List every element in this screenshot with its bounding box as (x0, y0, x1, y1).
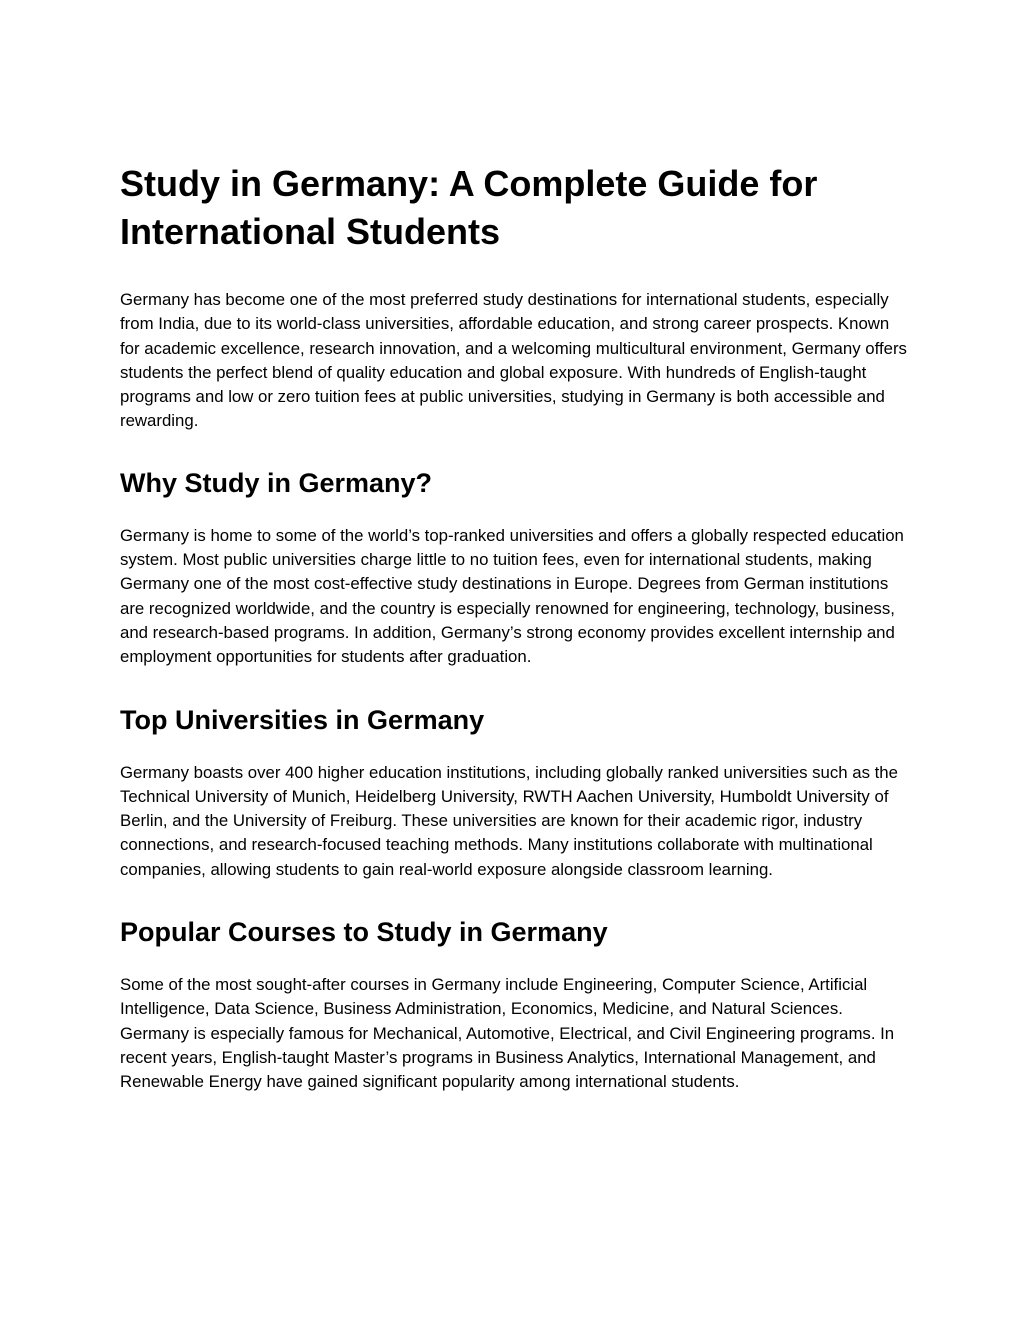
intro-section (120, 288, 910, 434)
popular-courses-heading: Popular Courses to Study in Germany (120, 917, 608, 948)
popular-courses-section (120, 915, 910, 1094)
why-study-section (120, 466, 910, 670)
why-study-paragraph: Germany is home to some of the world’s top-ranked universities and offers a globally respected education system. Most public universities charge little to no tuition fees, even for international students, making Germany one of the most cost-effective study destinations in Europe. Degrees from German institutions are recognized worldwide, and the country is especially renowned for engineering, technology, business, and research-based programs. In addition, Germany’s strong economy provides excellent internship and employment opportunities for students after graduation. (120, 525, 904, 667)
document-title: Study in Germany: A Complete Guide for International Students (120, 163, 818, 252)
top-universities-heading: Top Universities in Germany (120, 704, 485, 735)
why-study-heading: Why Study in Germany? (120, 467, 433, 498)
document-page (120, 160, 910, 1095)
top-universities-section (120, 703, 910, 882)
intro-paragraph: Germany has become one of the most preferred study destinations for international students, especially from India, due to its world-class universities, affordable education, and strong career prospects. Known for academic excellence, research innovation, and a welcoming multicultural environment, Germany offers students the perfect blend of quality education and global exposure. With hundreds of English-taught programs and low or zero tuition fees at public universities, studying in Germany is both accessible and rewarding. (120, 290, 907, 431)
popular-courses-paragraph: Some of the most sought-after courses in Germany include Engineering, Computer Science, Artificial Intelligence, Data Science, Business Administration, Economics, Medicine, and Natural Sciences. Germany is especially famous for Mechanical, Automotive, Electrical, and Civil Engineering programs. In recent years, English-taught Master’s programs in Business Analytics, International Management, and Renewable Energy have gained significant popularity among international students. (120, 975, 895, 1092)
top-universities-paragraph: Germany boasts over 400 higher education institutions, including globally ranked universities such as the Technical University of Munich, Heidelberg University, RWTH Aachen University, Humboldt University of Berlin, and the University of Freiburg. These universities are known for their academic rigor, industry connections, and research-focused teaching methods. Many institutions collaborate with multinational companies, allowing students to gain real-world exposure alongside classroom learning. (120, 762, 898, 879)
